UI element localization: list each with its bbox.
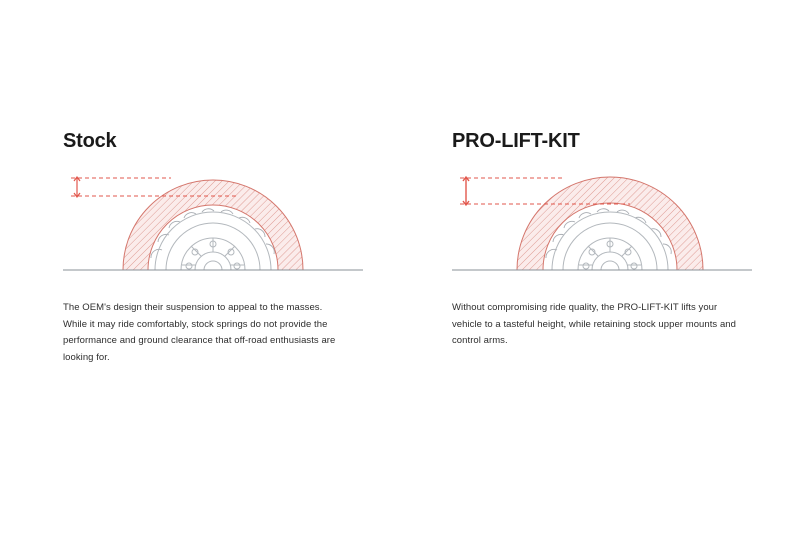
tire-arch	[123, 180, 303, 270]
clearance-measure-arrow	[74, 177, 80, 197]
panel-title-pro-lift-kit: PRO-LIFT-KIT	[452, 130, 580, 152]
wheel-rim	[155, 212, 271, 270]
wheel-diagram-stock	[63, 170, 363, 280]
illustration-stock	[63, 170, 363, 280]
illustration-pro-lift-kit	[452, 170, 752, 280]
panel-body-stock: The OEM's design their suspension to appeal to the masses. While it may ride comfortably, stock springs do not provide the performance and ground clearance that off-road enthusiasts are looking for.	[63, 302, 336, 363]
wheel-rim	[552, 212, 668, 270]
panel-stock	[63, 130, 363, 367]
wheel-diagram-pro-lift-kit	[452, 170, 752, 280]
panel-pro-lift-kit	[452, 130, 752, 350]
clearance-measure-arrow	[463, 177, 469, 205]
panel-title-stock: Stock	[63, 130, 117, 152]
panel-body-pro-lift-kit: Without compromising ride quality, the PRO-LIFT-KIT lifts your vehicle to a tasteful height, while retaining stock upper mounts and control arms.	[452, 302, 736, 347]
